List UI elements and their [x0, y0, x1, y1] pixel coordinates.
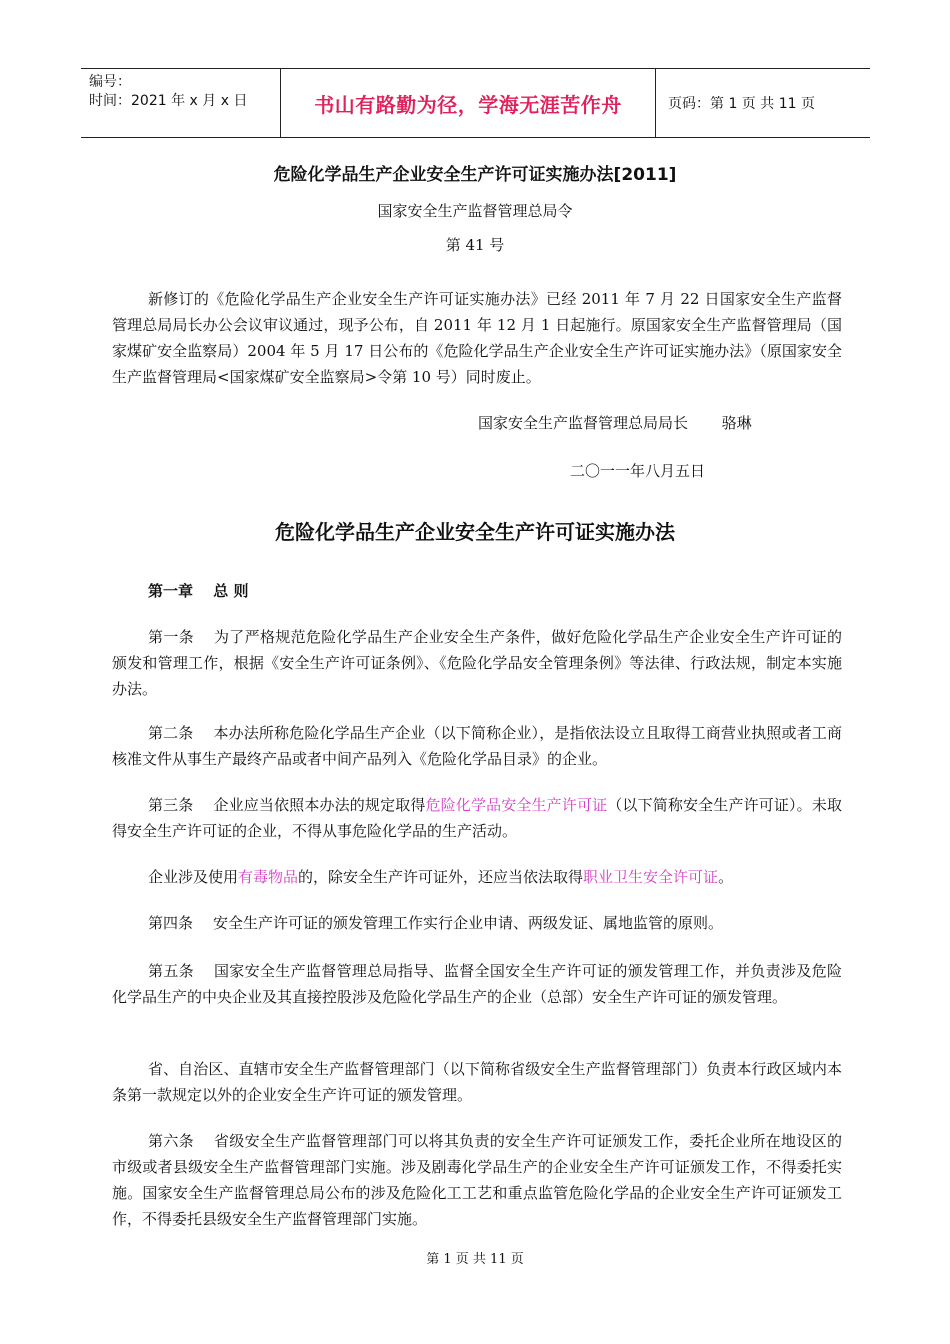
article-text: 企业应当依照本办法的规定取得 [213, 796, 426, 814]
article-text: 本办法所称危险化学品生产企业（以下简称企业），是指依法设立且取得工商营业执照或者工商核准文件从事生产最终产品或者中间产品列入《危险化学品目录》的企业。 [112, 724, 842, 768]
link-toxic-substances[interactable]: 有毒物品 [238, 868, 299, 886]
article-label: 第二条 [148, 724, 194, 742]
link-hazardous-chem-license[interactable]: 危险化学品安全生产许可证 [425, 796, 608, 814]
article-text: 。 [718, 868, 734, 886]
article-4 [112, 910, 842, 936]
article-text: 省级安全生产监督管理部门可以将其负责的安全生产许可证颁发工作，委托企业所在地设区的市级或者县级安全生产监督管理部门实施。涉及剧毒化学品生产的企业安全生产许可证颁发工作，不得委托实施。国家安全生产监督管理总局公布的涉及危险化工工艺和重点监管危险化学品的企业安全生产许可证颁发工作，不得委托县级安全生产监督管理部门实施。 [112, 1132, 842, 1228]
article-5-paragraph-2: 省、自治区、直辖市安全生产监督管理部门（以下简称省级安全生产监督管理部门）负责本行政区域内本条第一款规定以外的企业安全生产许可证的颁发管理。 [112, 1060, 842, 1104]
article-5 [112, 958, 842, 1010]
article-1 [112, 624, 842, 702]
signature-line [478, 412, 752, 433]
chapter-heading: 第一章 总 则 [148, 582, 249, 600]
article-label: 第一条 [148, 628, 194, 646]
header-motto: 书山有路勤为径，学海无涯苦作舟 [281, 69, 656, 137]
main-title: 危险化学品生产企业安全生产许可证实施办法 [275, 520, 675, 544]
number-label: 编号： [89, 74, 131, 90]
time-label: 时间：2021 年 x 月 x 日 [89, 93, 248, 109]
article-text: 的，除安全生产许可证外，还应当依法取得 [298, 868, 584, 886]
signer-title: 国家安全生产监督管理总局局长 [478, 414, 689, 432]
article-label: 第六条 [148, 1132, 194, 1150]
sign-date: 二〇一一年八月五日 [570, 462, 706, 480]
article-label: 第四条 [148, 914, 194, 932]
article-label: 第三条 [148, 796, 194, 814]
link-occupational-health-license[interactable]: 职业卫生安全许可证 [583, 868, 719, 886]
article-text: 为了严格规范危险化学品生产企业安全生产条件，做好危险化学品生产企业安全生产许可证的颁发和管理工作，根据《安全生产许可证条例》、《危险化学品安全管理条例》等法律、行政法规，制定本实施办法。 [112, 628, 842, 698]
doc-title: 危险化学品生产企业安全生产许可证实施办法[2011] [273, 165, 677, 185]
page-footer: 第 1 页 共 11 页 [426, 1252, 524, 1267]
article-2 [112, 720, 842, 772]
header-table [81, 68, 870, 138]
article-text: 企业涉及使用 [148, 868, 239, 886]
article-text: （以下简称安全生产许可证）。未取得安全生产许可证的企业，不得从事危险化学品的生产活动。 [112, 796, 842, 840]
issuer: 国家安全生产监督管理总局令 [377, 202, 573, 220]
article-label: 第五条 [148, 962, 194, 980]
intro-paragraph: 新修订的《危险化学品生产企业安全生产许可证实施办法》已经 2011 年 7 月 22 日国家安全生产监督管理总局局长办公会议审议通过，现予公布，自 2011 年 12 月 1 日起施行。原国家安全生产监督管理局（国家煤矿安全监察局）2004 年 5 月 17 日公布的《危险化学品生产企业安全生产许可证实施办法》（原国家安全生产监督管理局<国家煤矿安全监察局>令第 10 号）同时废止。 [112, 290, 842, 386]
article-3-paragraph-2 [112, 864, 842, 890]
article-text: 国家安全生产监督管理总局指导、监督全国安全生产许可证的颁发管理工作，并负责涉及危险化学品生产的中央企业及其直接控股涉及危险化学品生产的企业（总部）安全生产许可证的颁发管理。 [112, 962, 842, 1006]
signer-name: 骆琳 [721, 414, 752, 432]
header-page-label: 页码：第 1 页 共 11 页 [668, 96, 815, 112]
article-text: 安全生产许可证的颁发管理工作实行企业申请、两级发证、属地监管的原则。 [213, 914, 724, 932]
article-6 [112, 1128, 842, 1232]
header-meta-cell [81, 69, 281, 137]
article-3 [112, 792, 842, 844]
order-number: 第 41 号 [445, 236, 505, 254]
